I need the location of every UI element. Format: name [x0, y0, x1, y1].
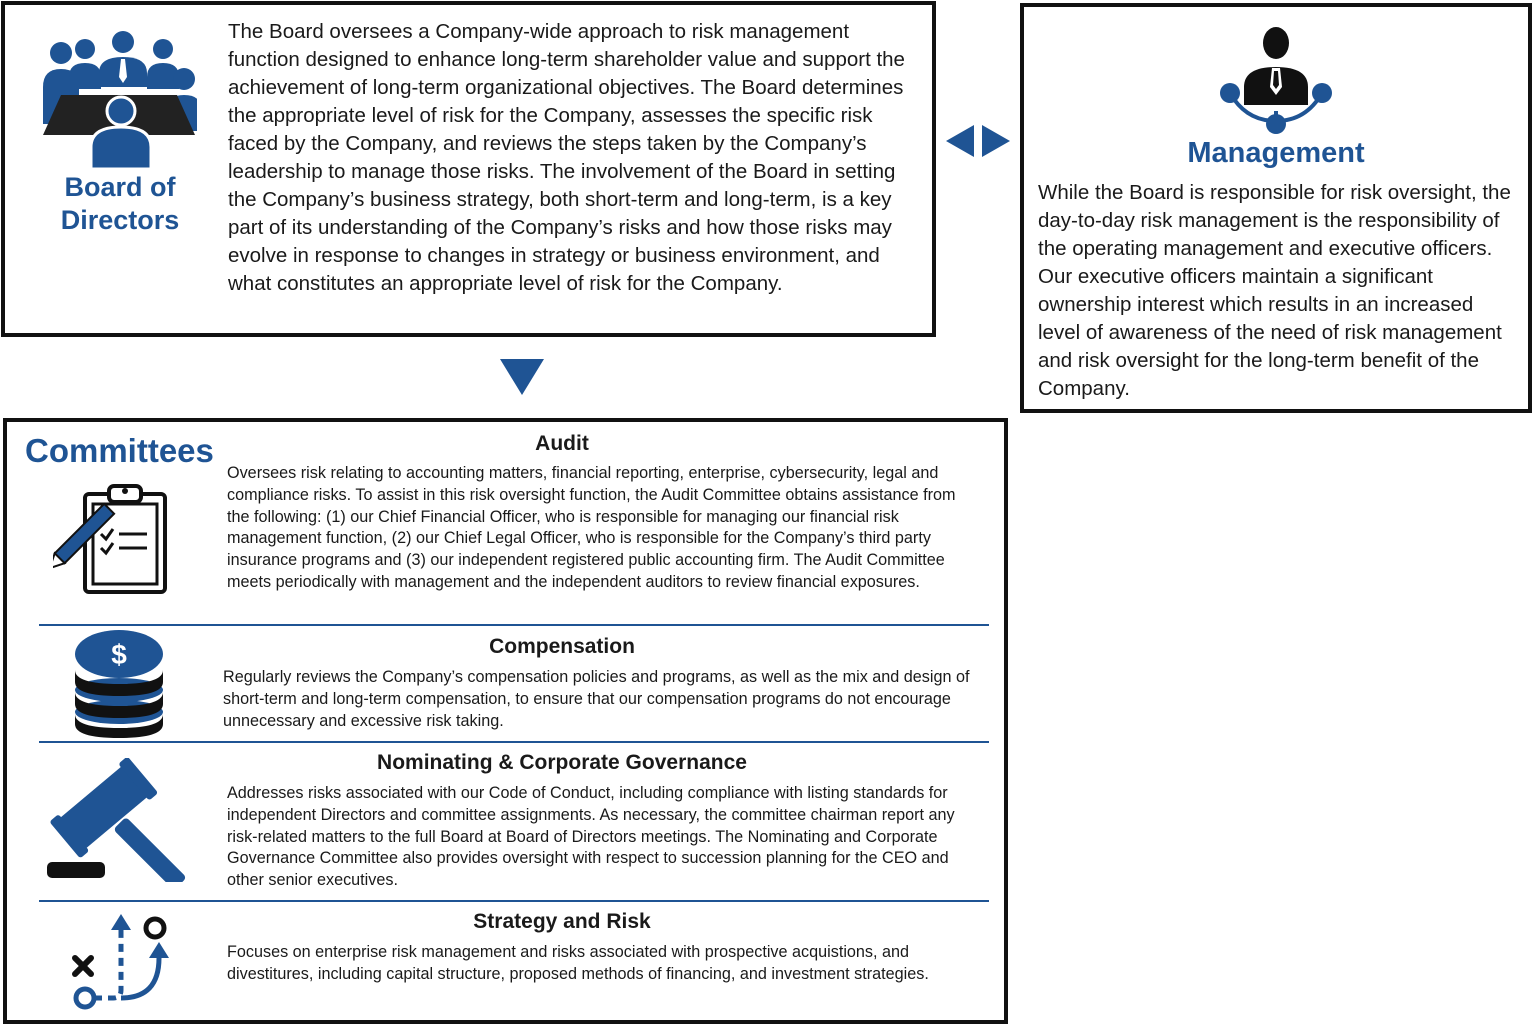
board-description: The Board oversees a Company-wide approach to risk management function designed to enhance long-term shareholder value and support the achievement of long-term organizational objectives. The Board determines the appropriate level of risk for the Company, assesses the specific risk faced by the Company, and reviews the steps taken by the Company’s leadership to manage those risks. The involvement of the Board in setting the Company’s business strategy, both short-term and long-term, is a key part of its understanding of the Company’s risks and how those risks may evolve in response to changes in strategy or business environment, and what constitutes an appropriate level of risk for the Company. [228, 20, 905, 295]
dollar-coin-stack-icon [73, 628, 165, 740]
board-title-line1: Board of [64, 172, 176, 202]
committee-name: Strategy and Risk [473, 910, 651, 933]
strategy-play-icon [63, 910, 181, 1014]
divider [39, 741, 989, 743]
management-description: While the Board is responsible for risk oversight, the day-to-day risk management is the responsibility of the operating management and executive officers. Our executive officers maintain a significant ownership interest which results in an increased level of awareness of the need of risk management and risk oversight for the long-term benefit of the Company. [1038, 181, 1511, 400]
management-title: Management [1187, 137, 1365, 169]
down-arrow-icon [498, 357, 546, 397]
management-box [1020, 3, 1532, 413]
committee-description: Oversees risk relating to accounting matters, financial reporting, enterprise, cybersecurity, legal and compliance risks. To assist in this risk oversight function, the Audit Committee obtains assistance from the following: (1) our Chief Financial Officer, who is responsible for managing our financial risk management function, (2) our Chief Legal Officer, who is responsible for the Company’s third party insurance programs and (3) our independent registered public accounting firm. The Audit Committee meets periodically with management and the independent auditors to review financial exposures. [227, 464, 956, 591]
boardroom-meeting-icon [41, 29, 197, 169]
divider [39, 624, 989, 626]
board-box [1, 1, 936, 337]
board-title-line2: Directors [60, 205, 180, 235]
committee-description: Regularly reviews the Company’s compensation policies and programs, as well as the mix and design of short-term and long-term compensation, to ensure that our compensation programs do not encourage unnecessary and excessive risk taking. [223, 668, 970, 730]
divider [39, 900, 989, 902]
bidirectional-arrow-icon [944, 123, 1012, 159]
board-title [25, 171, 215, 237]
committee-name: Audit [535, 432, 589, 455]
executive-network-icon [1216, 21, 1336, 137]
svg-text:$: $ [111, 639, 127, 670]
gavel-icon [43, 758, 193, 882]
committee-description: Focuses on enterprise risk management and risks associated with prospective acquistions, and divestitures, including capital structure, proposed methods of financing, and investment strategies. [227, 943, 929, 983]
committees-title: Committees [25, 432, 214, 469]
committee-description: Addresses risks associated with our Code of Conduct, including compliance with listing standards for independent Directors and committee assignments. As necessary, the committee chairman report any risk-related matters to the full Board at Board of Directors meetings. The Nominating and Corporate Governance Committee also provides oversight with respect to succession planning for the CEO and other senior executives. [227, 784, 955, 890]
committees-box [3, 418, 1008, 1024]
clipboard-checklist-icon [53, 482, 173, 594]
committee-name: Compensation [489, 635, 635, 658]
committee-name: Nominating & Corporate Governance [377, 751, 747, 774]
